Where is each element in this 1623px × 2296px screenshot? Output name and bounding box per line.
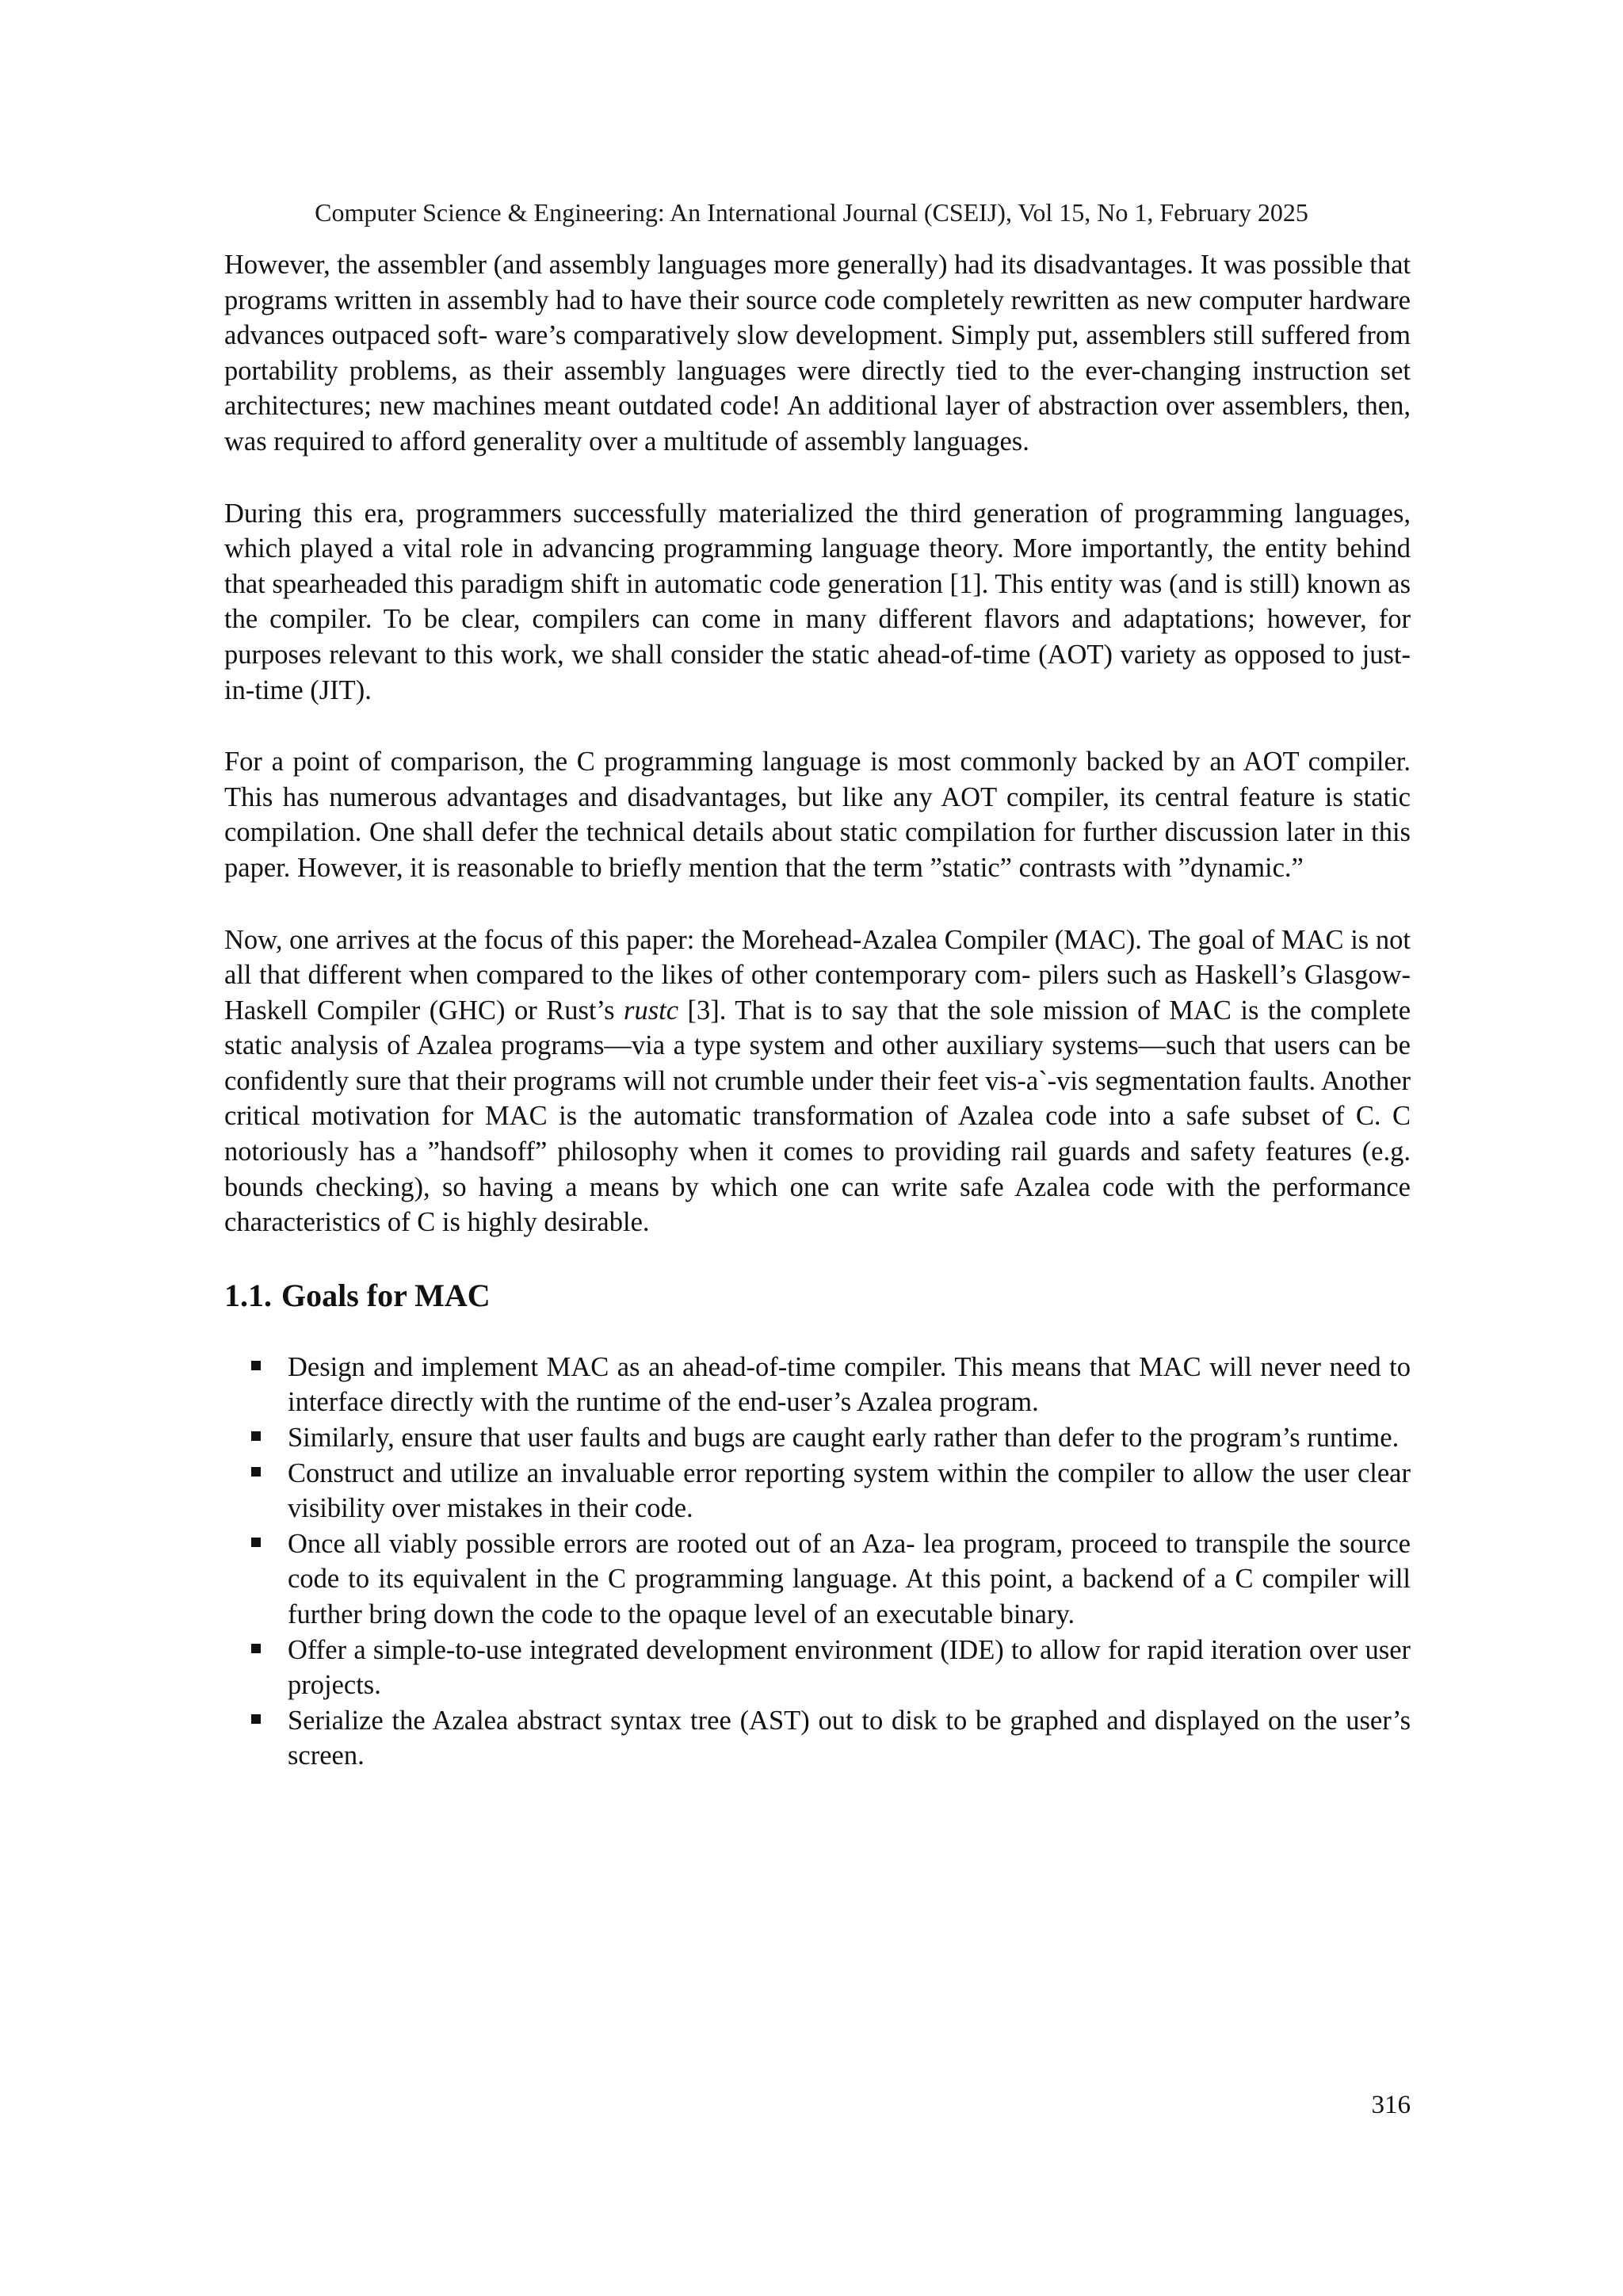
paragraph-c-comparison: For a point of comparison, the C programming language is most commonly backed by an AOT compiler. This has numerous advantages and disadvantages, but like any AOT compiler, its central feature is static compilation. One shall defer the technical details about static compilation for further discussion later in this paper. However, it is reasonable to briefly mention that the term ”static” contrasts with ”dynamic.” xyxy=(224,747,1411,883)
paragraph-mac-focus xyxy=(224,923,1411,1240)
goal-item xyxy=(288,1420,1411,1456)
goal-text: Once all viably possible errors are rooted out of an Aza- lea program, proceed to transpile the source code to its equivalent in the C programming language. At this point, a backend of a C compiler will further bring down the code to the opaque level of an executable binary. xyxy=(288,1528,1411,1629)
goal-item xyxy=(288,1350,1411,1420)
goal-text: Offer a simple-to-use integrated development environment (IDE) to allow for rapid iteration over user projects. xyxy=(288,1634,1411,1701)
section-heading xyxy=(224,1277,1411,1315)
goal-item xyxy=(288,1703,1411,1774)
section-title: Goals for MAC xyxy=(281,1277,491,1313)
goal-item xyxy=(288,1456,1411,1526)
page-number: 316 xyxy=(1371,2091,1411,2119)
square-bullet-icon xyxy=(251,1361,261,1370)
mac-text-part-2: [3]. That is to say that the sole mission of MAC is the complete static analysis of Azalea programs—via a type system and other auxiliary systems—such that users can be confidently sure that their programs will not crumble under their feet vis-a`-vis segmentation faults. Another critical motivation for MAC is the automatic transformation of Azalea code into a safe subset of C. C notoriously has a ”handsoff” philosophy when it comes to providing rail guards and safety features (e.g. bounds checking), so having a means by which one can write safe Azalea code with the performance characteristics of C is highly desirable. xyxy=(224,995,1411,1238)
goal-text: Construct and utilize an invaluable error reporting system within the compiler to allow the user clear visibility over mistakes in their code. xyxy=(288,1457,1411,1524)
running-header: Computer Science & Engineering: An International Journal (CSEIJ), Vol 15, No 1, February 2025 xyxy=(315,198,1308,227)
section-number: 1.1. xyxy=(224,1277,272,1313)
paragraph-third-generation: During this era, programmers successfully materialized the third generation of programming languages, which played a vital role in advancing programming language theory. More importantly, the entity behind that spearheaded this paradigm shift in automatic code generation [1]. This entity was (and is still) known as the compiler. To be clear, compilers can come in many different flavors and adaptations; however, for purposes relevant to this work, we shall consider the static ahead-of-time (AOT) variety as opposed to just-in-time (JIT). xyxy=(224,498,1411,705)
square-bullet-icon xyxy=(251,1467,261,1477)
square-bullet-icon xyxy=(251,1714,261,1724)
paragraph-assembler-disadvantages: However, the assembler (and assembly languages more generally) had its disadvantages. It was possible that programs written in assembly had to have their source code completely rewritten as new computer hardware advances outpaced soft- ware’s comparatively slow development. Simply put, assemblers still suffered from portability problems, as their assembly languages were directly tied to the ever-changing instruction set architectures; new machines meant outdated code! An additional layer of abstraction over assemblers, then, was required to afford generality over a multitude of assembly languages. xyxy=(224,250,1411,457)
goal-text: Design and implement MAC as an ahead-of-time compiler. This means that MAC will never need to interface directly with the runtime of the end-user’s Azalea program. xyxy=(288,1351,1411,1418)
article-body xyxy=(224,247,1411,1774)
goal-item xyxy=(288,1526,1411,1633)
mac-text-part-1: Now, one arrives at the focus of this paper: the Morehead-Azalea Compiler (MAC). The goal of MAC is not all that different when compared to the likes of other contemporary com- pilers such as Haskell’s Glasgow-Haskell Compiler (GHC) or Rust’s xyxy=(224,924,1411,1026)
square-bullet-icon xyxy=(251,1644,261,1653)
goal-text: Similarly, ensure that user faults and bugs are caught early rather than defer to the program’s runtime. xyxy=(288,1423,1400,1454)
square-bullet-icon xyxy=(251,1538,261,1547)
goal-text: Serialize the Azalea abstract syntax tree (AST) out to disk to be graphed and displayed on the user’s screen. xyxy=(288,1705,1411,1771)
square-bullet-icon xyxy=(251,1431,261,1441)
goals-list xyxy=(224,1350,1411,1774)
goal-item xyxy=(288,1633,1411,1703)
rustc-term: rustc xyxy=(624,995,679,1026)
